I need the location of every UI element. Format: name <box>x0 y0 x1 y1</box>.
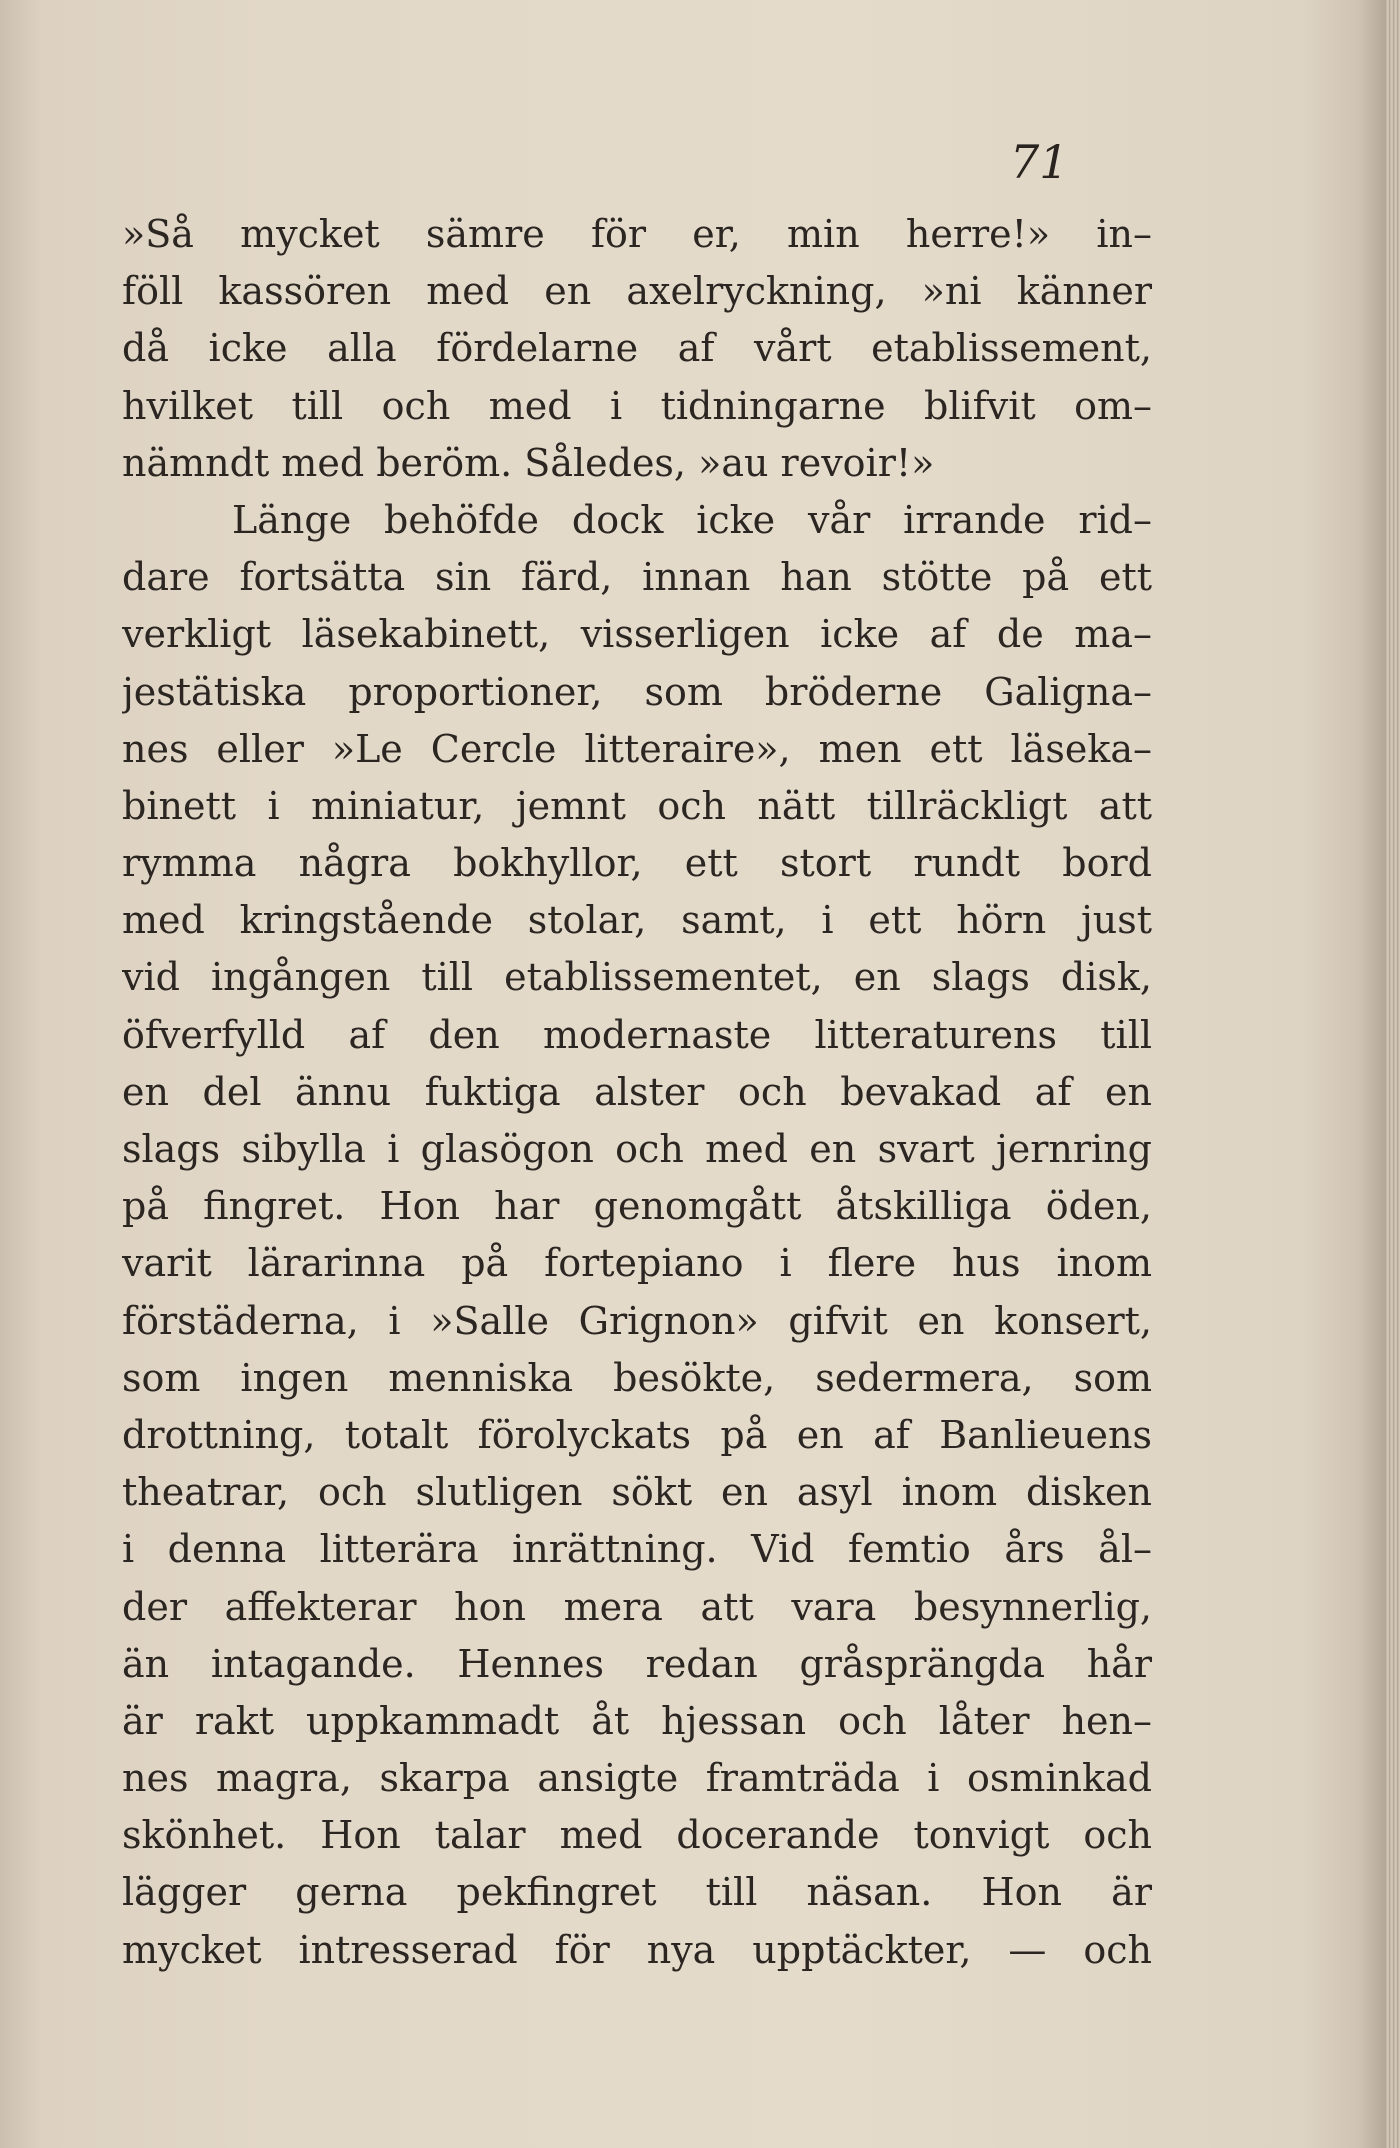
text-line: då icke alla fördelarne af vårt etablissement, <box>122 326 1152 371</box>
body-text <box>122 206 1152 1979</box>
text-line: drottning, totalt förolyckats på en af Banlieuens <box>122 1412 1152 1457</box>
text-line: verkligt läsekabinett, visserligen icke af de ma– <box>122 612 1152 657</box>
text-line: theatrar, och slutligen sökt en asyl inom disken <box>122 1470 1152 1515</box>
text-line: nes eller »Le Cercle litteraire», men ett läseka– <box>122 726 1152 771</box>
text-line: lägger gerna pekfingret till näsan. Hon är <box>122 1870 1152 1915</box>
text-line: nämndt med beröm. Således, »au revoir!» <box>122 440 935 485</box>
text-line: är rakt uppkammadt åt hjessan och låter hen– <box>122 1698 1152 1743</box>
text-line: föll kassören med en axelryckning, »ni känner <box>122 269 1152 314</box>
text-line: skönhet. Hon talar med docerande tonvigt och <box>122 1813 1152 1858</box>
text-line: vid ingången till etablissementet, en slags disk, <box>122 955 1152 1000</box>
text-line: mycket intresserad för nya upptäckter, — och <box>122 1927 1152 1972</box>
text-line: som ingen menniska besökte, sedermera, som <box>122 1355 1152 1400</box>
text-line: i denna litterära inrättning. Vid femtio års ål– <box>122 1527 1152 1572</box>
text-line: Länge behöfde dock icke vår irrande rid– <box>232 497 1152 542</box>
text-line: binett i miniatur, jemnt och nätt tillräckligt att <box>122 783 1152 828</box>
text-line: förstäderna, i »Salle Grignon» gifvit en konsert, <box>122 1298 1152 1343</box>
text-line: öfverfylld af den modernaste litteraturens till <box>122 1012 1152 1057</box>
text-line: nes magra, skarpa ansigte framträda i osminkad <box>122 1756 1152 1801</box>
text-line: hvilket till och med i tidningarne blifvit om– <box>122 383 1152 428</box>
text-line: der affekterar hon mera att vara besynnerlig, <box>122 1584 1152 1629</box>
text-line: rymma några bokhyllor, ett stort rundt bord <box>122 841 1152 886</box>
text-line: med kringstående stolar, samt, i ett hörn just <box>122 898 1152 943</box>
page-edge <box>1386 0 1400 2148</box>
text-line: varit lärarinna på fortepiano i flere hus inom <box>122 1241 1152 1286</box>
text-line: än intagande. Hennes redan gråsprängda hår <box>122 1641 1152 1686</box>
text-line: »Så mycket sämre för er, min herre!» in– <box>122 212 1152 256</box>
text-line: dare fortsätta sin färd, innan han stötte på ett <box>122 555 1152 600</box>
text-line: jestätiska proportioner, som bröderne Galigna– <box>122 669 1152 714</box>
text-line: på fingret. Hon har genomgått åtskilliga öden, <box>122 1184 1152 1229</box>
text-line: en del ännu fuktiga alster och bevakad af en <box>122 1069 1152 1114</box>
page-number: 71 <box>1010 135 1069 189</box>
text-line: slags sibylla i glasögon och med en svart jernring <box>122 1127 1152 1171</box>
